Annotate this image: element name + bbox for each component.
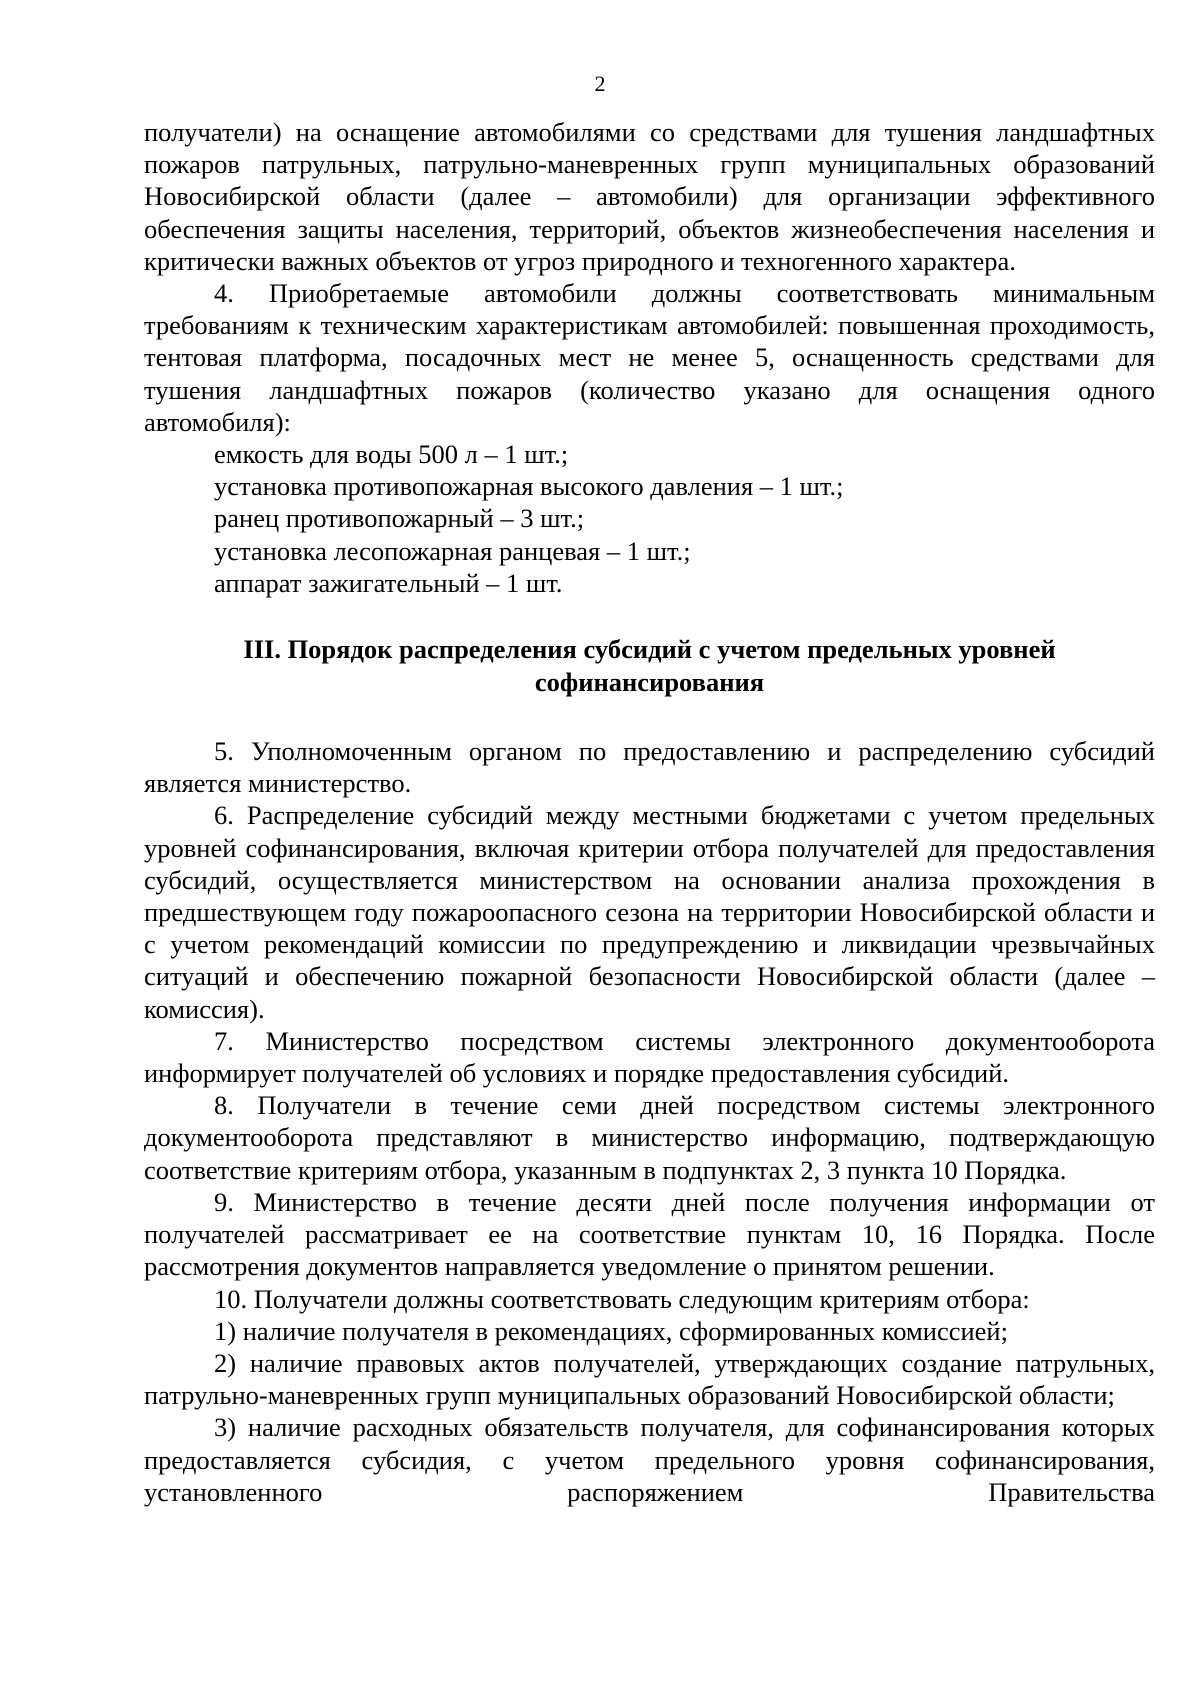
criterion-1: 1) наличие получателя в рекомендациях, сформированных комиссией; — [214, 1315, 1008, 1346]
paragraph-5: 5. Уполномоченным органом по предоставлению и распределению субсидий является министерство. — [144, 736, 1155, 799]
equipment-list — [144, 438, 1155, 599]
criterion-3: 3) наличие расходных обязательств получателя, для софинансирования которых предоставляется субсидия, с учетом предельного уровня софинансирования, установленного распоряжением Правительства — [144, 1412, 1155, 1507]
list-item: аппарат зажигательный – 1 шт. — [214, 567, 563, 598]
list-item: ранец противопожарный – 3 шт.; — [214, 503, 585, 534]
section-heading-line: софинансирования — [534, 667, 765, 698]
paragraph-4: 4. Приобретаемые автомобили должны соответствовать минимальным требованиям к техническим характеристикам автомобилей: повышенная проходимость, тентовая платформа, посадочных мест не менее 5, оснащенность средствами для тушения ландшафтных пожаров (количество указано для оснащения одного автомобиля): — [144, 278, 1155, 437]
paragraph-9: 9. Министерство в течение десяти дней после получения информации от получателей рассматривает ее на соответствие пунктам 10, 16 Порядка. После рассмотрения документов направляется уведомление о принятом решении. — [144, 1186, 1155, 1282]
list-item: емкость для воды 500 л – 1 шт.; — [214, 439, 569, 470]
paragraph-7: 7. Министерство посредством системы электронного документооборота информирует получателей об условиях и порядке предоставления субсидий. — [144, 1025, 1155, 1089]
page-number: 2 — [594, 71, 606, 96]
criterion-2: 2) наличие правовых актов получателей, утверждающих создание патрульных, патрульно-маневренных групп муниципальных образований Новосибирской области; — [144, 1347, 1155, 1411]
section-heading-line: III. Порядок распределения субсидий с учетом предельных уровней — [243, 634, 1056, 665]
paragraph-continuation: получатели) на оснащение автомобилями со средствами для тушения ландшафтных пожаров патрульных, патрульно-маневренных групп муниципальных образований Новосибирской области (далее – автомобили) для организации эффективного обеспечения защиты населения, территорий, объектов жизнеобеспечения населения и критически важных объектов от угроз природного и техногенного характера. — [144, 117, 1155, 276]
paragraph-10: 10. Получатели должны соответствовать следующим критериям отбора: — [214, 1283, 1030, 1314]
document-body — [144, 116, 1155, 1508]
paragraph-6: 6. Распределение субсидий между местными бюджетами с учетом предельных уровней софинансирования, включая критерии отбора получателей для предоставления субсидий, осуществляется министерством на основании анализа прохождения в предшествующем году пожароопасного сезона на территории Новосибирской области и с учетом рекомендаций комиссии по предупреждению и ликвидации чрезвычайных ситуаций и обеспечению пожарной безопасности Новосибирской области (далее – комиссия). — [144, 800, 1155, 1024]
paragraph-8: 8. Получатели в течение семи дней посредством системы электронного документооборота представляют в министерство информацию, подтверждающую соответствие критериям отбора, указанным в подпунктах 2, 3 пункта 10 Порядка. — [144, 1090, 1155, 1185]
list-item: установка лесопожарная ранцевая – 1 шт.; — [214, 535, 691, 566]
list-item: установка противопожарная высокого давления – 1 шт.; — [214, 471, 844, 502]
section-heading — [144, 633, 1155, 699]
